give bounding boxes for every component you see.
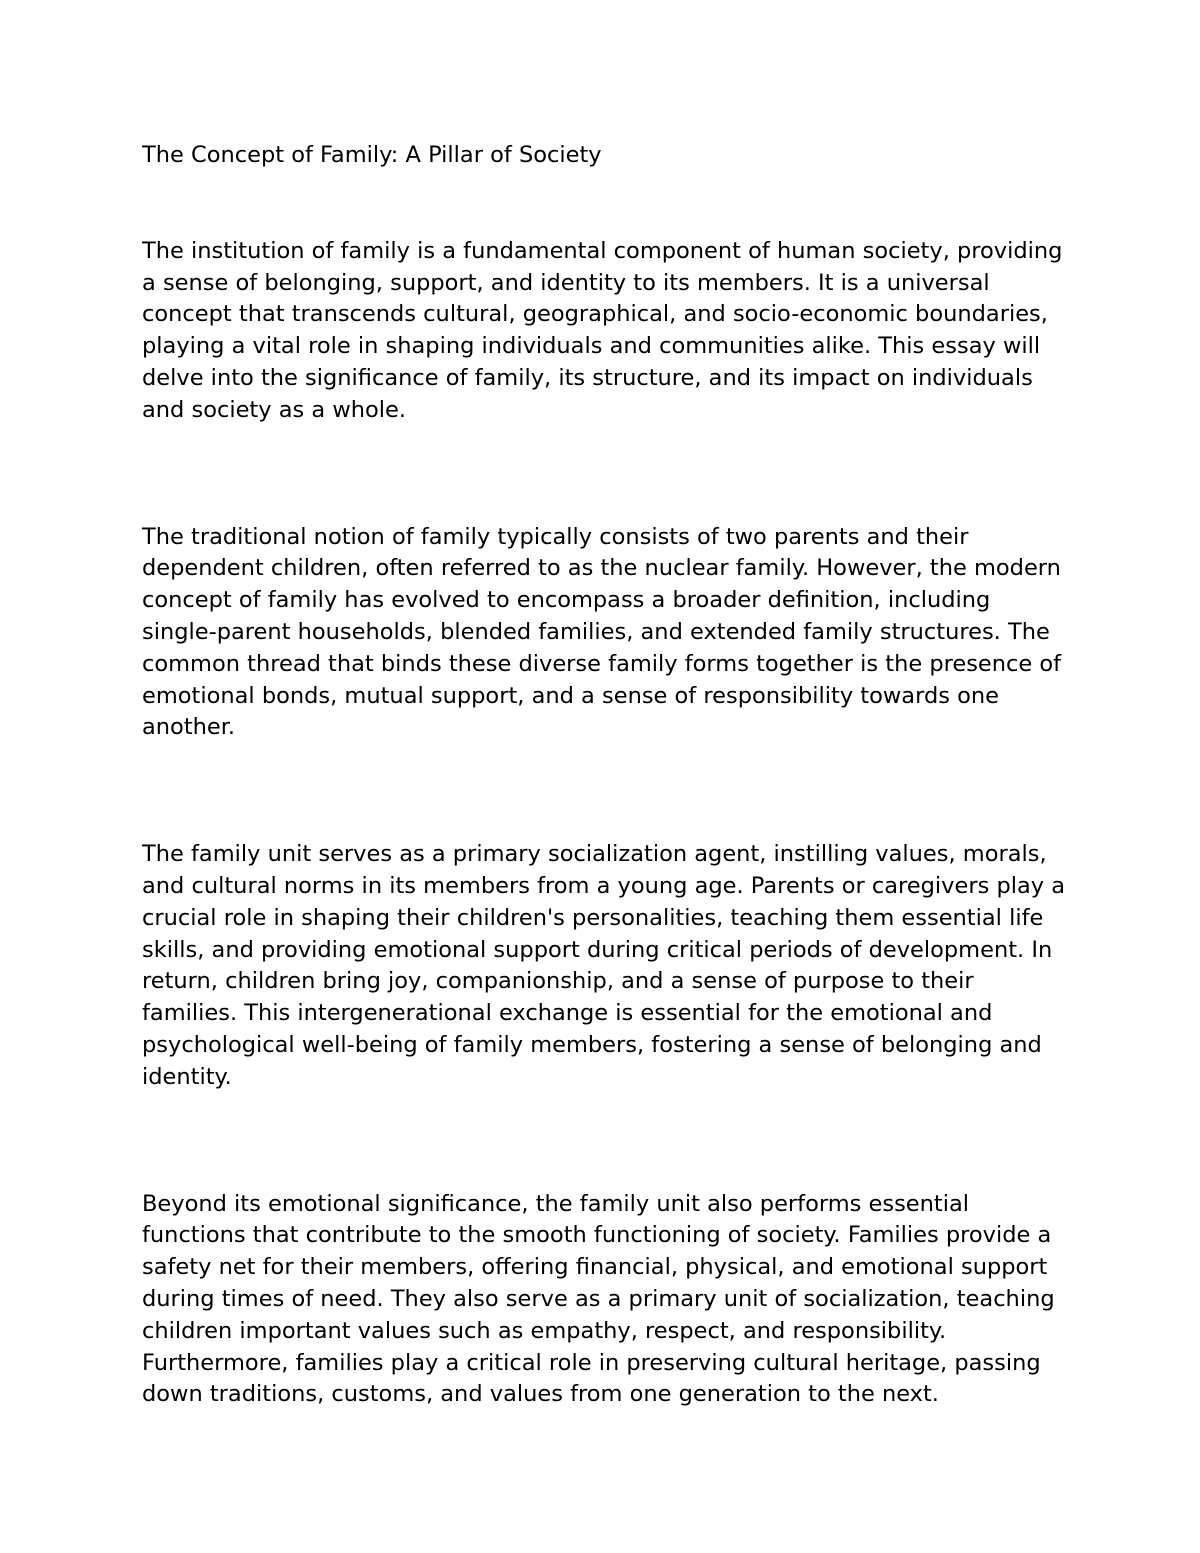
- paragraph-socialization: The family unit serves as a primary socialization agent, instilling values, morals, and cultural norms in its members from a young age. Parents or caregivers play a crucial role in shaping their children's personalities, teaching them essential life skills, and providing emotional support during critical periods of development. In return, children bring joy, companionship, and a sense of purpose to their families. This intergenerational exchange is essential for the emotional and psychological well-being of family members, fostering a sense of belonging and identity.: [142, 841, 1066, 1090]
- document-title: The Concept of Family: A Pillar of Society: [142, 142, 602, 168]
- paragraph-societal-functions: Beyond its emotional significance, the family unit also performs essential functions that contribute to the smooth functioning of society. Families provide a safety net for their members, offering financial, physical, and emotional support during times of need. They also serve as a primary unit of socialization, teaching children important values such as empathy, respect, and responsibility. Furthermore, families play a critical role in preserving cultural heritage, passing down traditions, customs, and values from one generation to the next.: [142, 1190, 1055, 1408]
- paragraph-introduction: The institution of family is a fundamental component of human society, providing a sense of belonging, support, and identity to its members. It is a universal concept that transcends cultural, geographical, and socio-economic boundaries, playing a vital role in shaping individuals and communities alike. This essay will delve into the significance of family, its structure, and its impact on individuals and society as a whole.: [142, 237, 1063, 423]
- paragraph-family-structure: The traditional notion of family typically consists of two parents and their dependent children, often referred to as the nuclear family. However, the modern concept of family has evolved to encompass a broader definition, including single-parent households, blended families, and extended family structures. The common thread that binds these diverse family forms together is the presence of emotional bonds, mutual support, and a sense of responsibility towards one another.: [142, 523, 1062, 741]
- document-body: [142, 140, 1072, 1411]
